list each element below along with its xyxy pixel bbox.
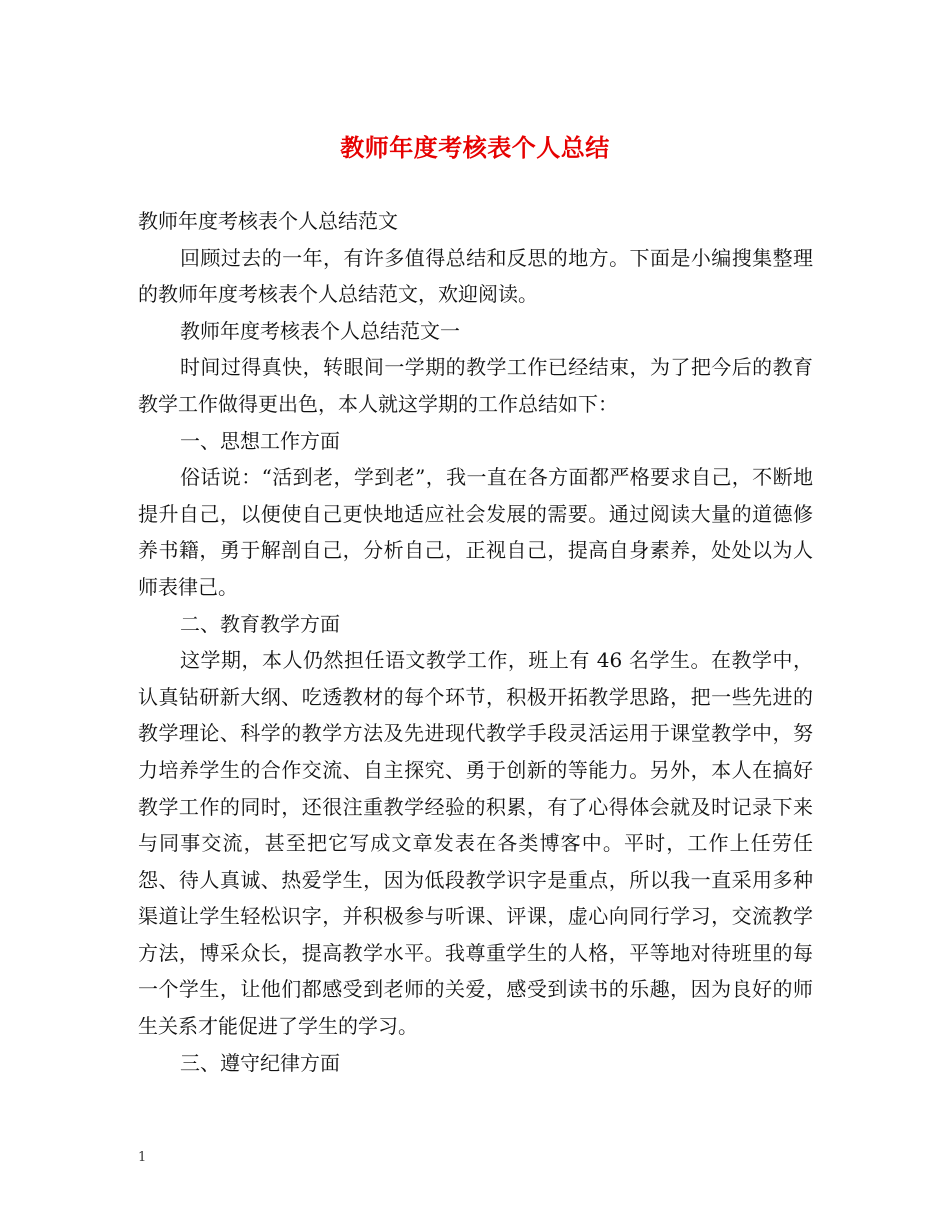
page-number: 1 — [138, 1150, 147, 1165]
paragraph-subtitle: 教师年度考核表个人总结范文 — [138, 209, 398, 233]
paragraph-sample-heading: 教师年度考核表个人总结范文一 — [180, 318, 460, 343]
paragraph-intro: 回顾过去的一年，有许多值得总结和反思的地方。下面是小编搜集整理的教师年度考核表个人总结范文，欢迎阅读。 — [138, 245, 813, 307]
section-heading-ideology: 一、思想工作方面 — [180, 428, 340, 453]
section-heading-teaching: 二、教育教学方面 — [180, 611, 340, 636]
document-title: 教师年度考核表个人总结 — [340, 133, 610, 162]
paragraph-ideology: 俗话说：“活到老，学到老”，我一直在各方面都严格要求自己，不断地提升自己，以便使自己更快地适应社会发展的需要。通过阅读大量的道德修养书籍，勇于解剖自己，分析自己，正视自己，提高自身素养，处处以为人师表律己。 — [138, 465, 813, 599]
paragraph-teaching: 这学期，本人仍然担任语文教学工作，班上有 46 名学生。在教学中，认真钻研新大纲、吃透教材的每个环节，积极开拓教学思路，把一些先进的教学理论、科学的教学方法及先进现代教学手段灵活运用于课堂教学中，努力培养学生的合作交流、自主探究、勇于创新的等能力。另外，本人在搞好教学工作的同时，还很注重教学经验的积累，有了心得体会就及时记录下来与同事交流，甚至把它写成文章发表在各类博客中。平时，工作上任劳任怨、待人真诚、热爱学生，因为低段教学识字是重点，所以我一直采用多种渠道让学生轻松识字，并积极参与听课、评课，虚心向同行学习，交流教学方法，博采众长，提高教学水平。我尊重学生的人格，平等地对待班里的每一个学生，让他们都感受到老师的关爱，感受到读书的乐趣，因为良好的师生关系才能促进了学生的学习。 — [138, 648, 813, 1039]
paragraph-opening: 时间过得真快，转眼间一学期的教学工作已经结束，为了把今后的教育教学工作做得更出色，本人就这学期的工作总结如下： — [138, 355, 813, 416]
section-heading-discipline: 三、遵守纪律方面 — [180, 1050, 340, 1075]
document-body — [138, 203, 813, 1081]
